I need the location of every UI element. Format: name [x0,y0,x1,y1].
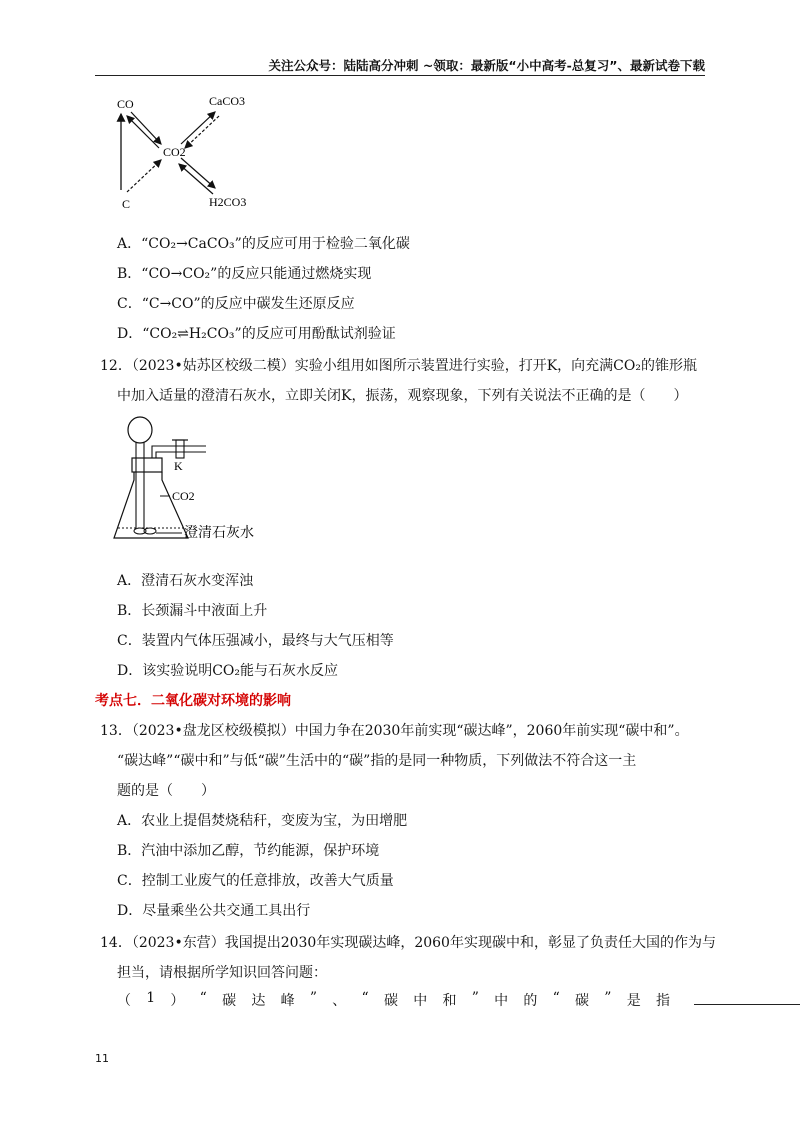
char: 达 [251,993,266,1009]
char: 、 [332,993,347,1009]
q11-option-b: B．“CO→CO₂”的反应只能通过燃烧实现 [117,266,372,282]
q11-option-c: C．“C→CO”的反应中碳发生还原反应 [117,296,355,312]
q11-option-d: D．“CO₂⇌H₂CO₃”的反应可用酚酞试剂验证 [117,326,396,342]
page-header: 关注公众号：陆陆高分冲刺 ~领取：最新版“小中高考-总复习”、最新试卷下载 [268,58,705,73]
q14-subquestion-1 [117,990,670,1010]
char: 中 [413,993,428,1009]
q12-stem-line1: 12．（2023•姑苏区校级二模）实验小组用如图所示装置进行实验，打开K，向充满CO₂的锥形瓶 [100,358,697,374]
label-c: C [122,197,131,211]
char: 的 [523,993,538,1009]
char: 峰 [280,993,295,1009]
answer-blank[interactable] [694,1004,800,1005]
char: ” [309,990,318,1006]
char: 指 [655,993,670,1009]
char: “ [552,990,560,1006]
q14-stem-line1: 14．（2023•东营）我国提出2030年实现碳达峰，2060年实现碳中和，彰显了负责任大国的作为与 [100,935,716,951]
q13-option-a: A．农业上提倡焚烧秸秆，变废为宝，为田增肥 [117,813,408,829]
char: ” [604,990,612,1006]
char: 碳 [383,993,398,1009]
char: 是 [626,993,641,1009]
char: ” [471,990,479,1006]
page-number: 11 [95,1052,109,1065]
header-rule [95,75,705,76]
q11-option-a: A．“CO₂→CaCO₃”的反应可用于检验二氧化碳 [117,236,410,252]
q12-option-c: C．装置内气体压强减小，最终与大气压相等 [117,633,394,649]
label-co: CO [117,97,134,111]
q13-stem-line2: “碳达峰”“碳中和”与低“碳”生活中的“碳”指的是同一种物质，下列做法不符合这一主 [117,753,637,769]
q12-option-a: A．澄清石灰水变浑浊 [117,573,254,589]
char: 中 [494,993,509,1009]
q13-stem-line3: 题的是（ ） [117,783,215,799]
char: 碳 [222,993,237,1009]
q12-stem-line2: 中加入适量的澄清石灰水，立即关闭K，振荡，观察现象，下列有关说法不正确的是（ ） [117,388,688,404]
q13-option-d: D．尽量乘坐公共交通工具出行 [117,903,311,919]
q13-stem-line1: 13．（2023•盘龙区校级模拟）中国力争在2030年前实现“碳达峰”，2060年前实现“碳中和”。 [100,723,689,739]
section-heading: 考点七．二氧化碳对环境的影响 [95,693,291,709]
char: ） [170,993,185,1009]
q12-option-b: B．长颈漏斗中液面上升 [117,603,268,619]
flask-apparatus-diagram [110,410,280,550]
q14-stem-line2: 担当，请根据所学知识回答问题： [117,965,327,981]
label-caco3: CaCO3 [209,94,245,108]
q13-option-b: B．汽油中添加乙醇，节约能源，保护环境 [117,843,380,859]
q12-option-d: D．该实验说明CO₂能与石灰水反应 [117,663,339,679]
char: 碳 [575,993,590,1009]
char: “ [199,990,207,1006]
char: “ [361,990,369,1006]
carbon-conversion-diagram [105,88,265,218]
label-co2: CO2 [172,489,195,503]
label-k: K [174,459,183,473]
char: （ [117,993,131,1009]
char: 1 [146,990,156,1006]
label-co2-center: CO2 [163,145,186,159]
q13-option-c: C．控制工业废气的任意排放，改善大气质量 [117,873,394,889]
char: 和 [442,993,457,1009]
label-limewater: 澄清石灰水 [184,526,254,541]
label-h2co3: H2CO3 [209,195,247,209]
